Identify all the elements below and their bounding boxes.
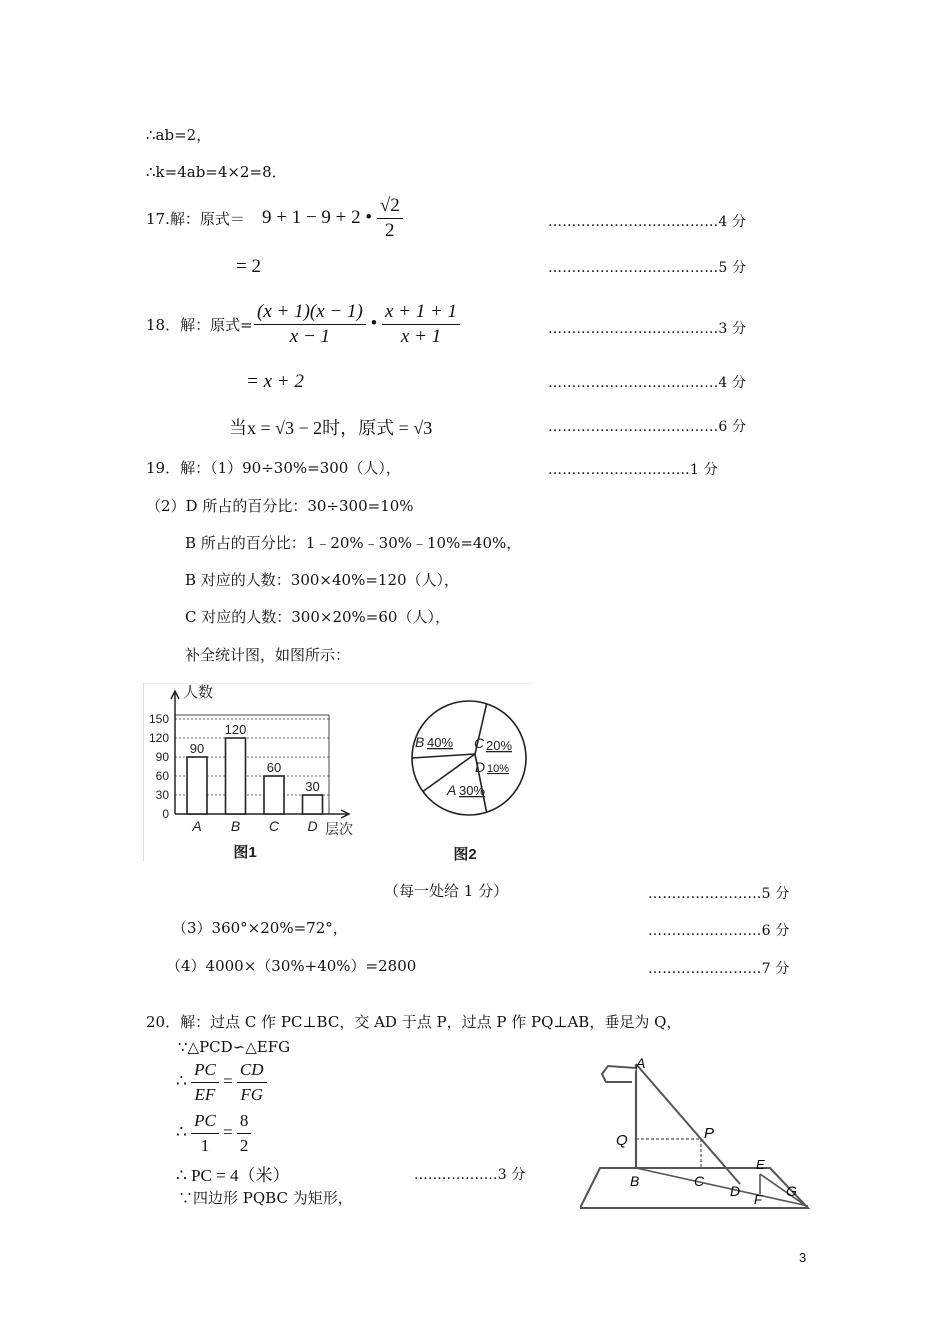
q17-score-1: ………………………………4 分 [548,214,747,230]
pie-category-d: D [475,759,486,775]
q20-r1-den2: FG [240,1085,264,1104]
label-p: P [704,1125,715,1142]
q19-line-4: B 对应的人数：300×40%=120（人）， [185,571,460,589]
q20-line-1: 20．解：过点 C 作 PC⊥BC，交 AD 于点 P，过点 P 作 PQ⊥AB，垂足为 Q， [146,1013,682,1031]
q18-f1-den: x − 1 [289,326,331,347]
statistics-figure [143,683,543,873]
q19-score-7: ……………………6 分 [648,923,790,939]
q18-f2-num: x + 1 + 1 [382,300,460,325]
q17-frac-den: 2 [385,220,395,241]
q17-expression [262,194,403,243]
q18-score-3: ………………………………6 分 [548,419,747,435]
q18-score-1: ………………………………3 分 [548,321,747,337]
top-line-1: ∴ab=2， [146,126,212,144]
pie-percent-c: 20% [486,738,513,753]
q18-step-3: 当x = √3 − 2时，原式 = √3 [229,418,433,438]
q20-r1-den1: EF [194,1085,216,1104]
bar-value-label: 30 [305,779,320,794]
pie-percent-a: 30% [459,783,486,798]
q19-score-note: ……………………5 分 [648,886,790,902]
y-tick-label: 0 [162,807,169,821]
q17-score-2: ………………………………5 分 [548,260,747,276]
pie-chart [412,701,526,863]
pie-percent-b: 40% [427,735,454,750]
q20-r2-frac-2 [237,1109,252,1158]
label-d: D [730,1183,741,1199]
q19-line-1: 19．解：（1）90÷30%=300（人）， [146,459,401,477]
q20-score-5: ..................3 分 [414,1167,526,1183]
q17-fraction [377,194,403,243]
q18-f1-num: (x + 1)(x − 1) [254,300,366,325]
q20-r2-num2: 8 [237,1109,252,1134]
q19-line-6: 补全统计图，如图所示： [185,646,351,664]
bar-d [303,795,323,814]
q19-line-2: （2）D 所占的百分比：30÷300=10% [146,497,414,515]
q20-r1-num2: CD [237,1058,267,1083]
line-ad [636,1064,740,1184]
q20-ratio-1: ∴ $\frac{PC}{EF}$ = $\frac{CD}{FG}$ [176,1058,267,1107]
q20-r2-frac-1 [191,1109,219,1158]
bar-b [226,738,246,814]
x-tick-label: C [268,818,280,834]
x-tick-label: D [307,818,318,834]
q20-r1-frac-2 [237,1058,267,1107]
q17-expr1: 9 + 1 − 9 + 2 • [262,206,373,228]
q18-prefix: 18．解：原式= [146,316,253,334]
q20-r1-frac-1 [191,1058,219,1107]
q19-note: （每一处给 1 分） [384,882,509,900]
pie-category-c: C [474,735,485,751]
y-tick-label: 60 [155,769,169,783]
q18-dot: • [370,312,378,334]
bar-a [187,757,207,814]
bar-chart [149,684,353,861]
label-g: G [786,1183,797,1199]
q19-line-7: （3）360°×20%=72°， [172,919,348,937]
q20-r2-den2: 2 [239,1136,249,1155]
y-tick-label: 30 [155,788,169,802]
label-b: B [630,1173,640,1189]
y-tick-label: 120 [148,731,169,745]
ground-line-bg [636,1168,808,1206]
q18-fraction-2 [382,300,460,349]
bar-c [264,776,284,814]
label-f: F [754,1192,762,1207]
q18-score-2: ………………………………4 分 [548,375,747,391]
page-number: 3 [799,1250,807,1265]
q20-r1-num1: PC [191,1058,219,1083]
label-e: E [756,1157,765,1172]
q20-ratio-2: ∴ $\frac{PC}{1}$ = $\frac{8}{2}$ [176,1109,251,1158]
top-line-2: ∴k=4ab=4×2=8． [146,163,287,181]
q19-line-5: C 对应的人数：300×20%=60（人）， [185,608,450,626]
q18-fraction-1 [254,300,366,349]
pie-category-b: B [415,734,425,750]
pie-chart-title: 图2 [453,846,477,863]
x-tick-label: B [230,818,241,834]
pie-percent-d: 10% [487,763,510,775]
y-tick-label: 150 [148,712,169,726]
q19-line-3: B 所占的百分比：1﹣20%﹣30%﹣10%=40%， [185,534,522,552]
q20-r2-num1: PC [191,1109,219,1134]
q19-line-8: （4）4000×（30%+40%）=2800 [166,957,417,975]
q18-step-2: = x + 2 [246,371,304,392]
y-tick-label: 90 [155,750,169,764]
flag [602,1066,636,1082]
q19-score-1: …………………………1 分 [548,462,718,478]
x-tick-label: A [192,818,202,834]
q17-frac-num: √2 [377,194,403,219]
q18-expression [254,300,460,349]
q17-prefix: 17.解：原式＝ [146,210,245,228]
q20-line-2: ∵△PCD∽△EFG [178,1038,291,1056]
q20-line-5: ∴ PC = 4（米） [176,1166,290,1185]
bar-value-label: 60 [266,760,282,775]
q20-therefore-2: ∴ [176,1122,187,1142]
q19-score-8: ……………………7 分 [648,961,790,977]
q17-step-2: = 2 [236,256,261,277]
bar-value-label: 120 [224,722,247,737]
label-c: C [694,1173,705,1189]
label-q: Q [616,1132,628,1149]
flagpole-geometry-figure [580,1056,820,1216]
x-axis-label: 层次 [325,821,353,837]
q18-f2-den: x + 1 [400,326,442,347]
q20-therefore-1: ∴ [176,1071,187,1091]
bar-value-label: 90 [189,741,205,756]
pie-category-a: A [447,782,457,798]
bar-chart-title: 图1 [233,844,257,861]
q20-line-6: ∵四边形 PQBC 为矩形， [178,1189,353,1207]
label-a: A [636,1056,646,1071]
y-axis-label: 人数 [183,684,214,701]
q20-r2-den1: 1 [200,1136,210,1155]
